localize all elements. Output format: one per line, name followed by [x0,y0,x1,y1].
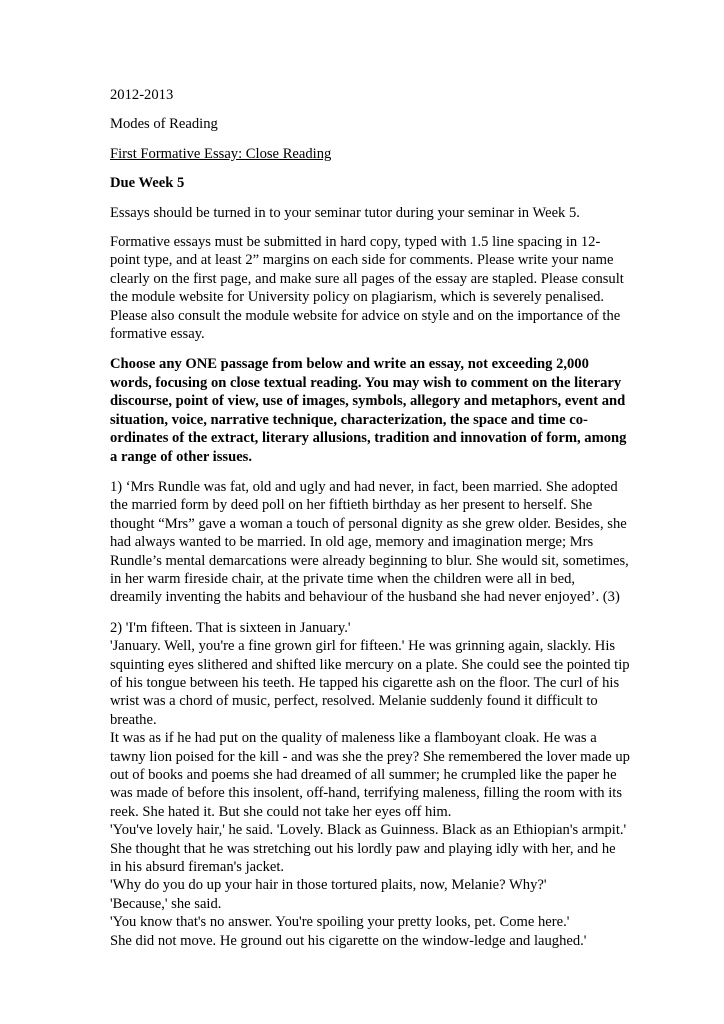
submission-instructions: Essays should be turned in to your seminar tutor during your seminar in Week 5. [110,204,580,221]
due-date: Due Week 5 [110,175,185,192]
passage-2-line: 'January. Well, you're a fine grown girl for fifteen.' He was grinning again, slackly. His squinting eyes slithered and shifted like mercury on a plate. She could see the pointed tip of his tongue between his teeth. He tapped his cigarette ash on the floor. The curl of his wrist was a chord of music, perfect, resolved. Melanie suddenly found it difficult to breathe. [110,638,630,728]
module-name: Modes of Reading [110,116,218,133]
passage-2-line: 'You've lovely hair,' he said. 'Lovely. Black as Guinness. Black as an Ethiopian's armpit.' [110,822,627,839]
passage-2 [110,619,630,950]
passage-2-line: 'Because,' she said. [110,895,222,912]
passage-1: 1) ‘Mrs Rundle was fat, old and ugly and had never, in fact, been married. She adopted the married form by deed poll on her fiftieth birthday as her present to herself. She thought “Mrs” gave a woman a touch of personal dignity as she grew older. Besides, she had always wanted to be married. In old age, memory and imagination merge; Mrs Rundle’s mental demarcations were already beginning to blur. She would sit, sometimes, in her warm fireside chair, at the private time when the children were all in bed, dreamily inventing the habits and behaviour of the husband she had never enjoyed’. (3) [110,478,629,606]
passage-2-line: 2) 'I'm fifteen. That is sixteen in January.' [110,619,351,636]
academic-year: 2012-2013 [110,87,174,103]
passage-2-line: 'You know that's no answer. You're spoiling your pretty looks, pet. Come here.' [110,914,570,931]
format-instructions: Formative essays must be submitted in hard copy, typed with 1.5 line spacing in 12-point type, and at least 2” margins on each side for comments. Please write your name clearly on the first page, and make sure all pages of the essay are stapled. Please consult the module website for University policy on plagiarism, which is severely penalised. Please also consult the module website for advice on style and on the importance of the formative essay. [110,234,624,343]
essay-title: First Formative Essay: Close Reading [110,145,332,162]
task-instructions: Choose any ONE passage from below and write an essay, not exceeding 2,000 words, focusing on close textual reading. You may wish to comment on the literary discourse, point of view, use of images, symbols, allegory and metaphors, event and situation, voice, narrative technique, characterization, the space and time co-ordinates of the extract, literary allusions, tradition and innovation of form, among a range of other issues. [110,356,627,465]
passage-2-line: She thought that he was stretching out his lordly paw and playing idly with her, and he in his absurd fireman's jacket. [110,840,616,876]
passage-2-line: 'Why do you do up your hair in those tortured plaits, now, Melanie? Why?' [110,877,547,894]
passage-2-line: It was as if he had put on the quality of maleness like a flamboyant cloak. He was a tawny lion poised for the kill - and was she the prey? She remembered the lover made up out of books and poems she had dreamed of all summer; he crumpled like the paper he was made of before this insolent, off-hand, terrifying maleness, filling the room with its reek. She hated it. But she could not take her eyes off him. [110,730,630,820]
document-page [110,86,630,950]
passage-2-line: She did not move. He ground out his cigarette on the window-ledge and laughed.' [110,932,587,949]
